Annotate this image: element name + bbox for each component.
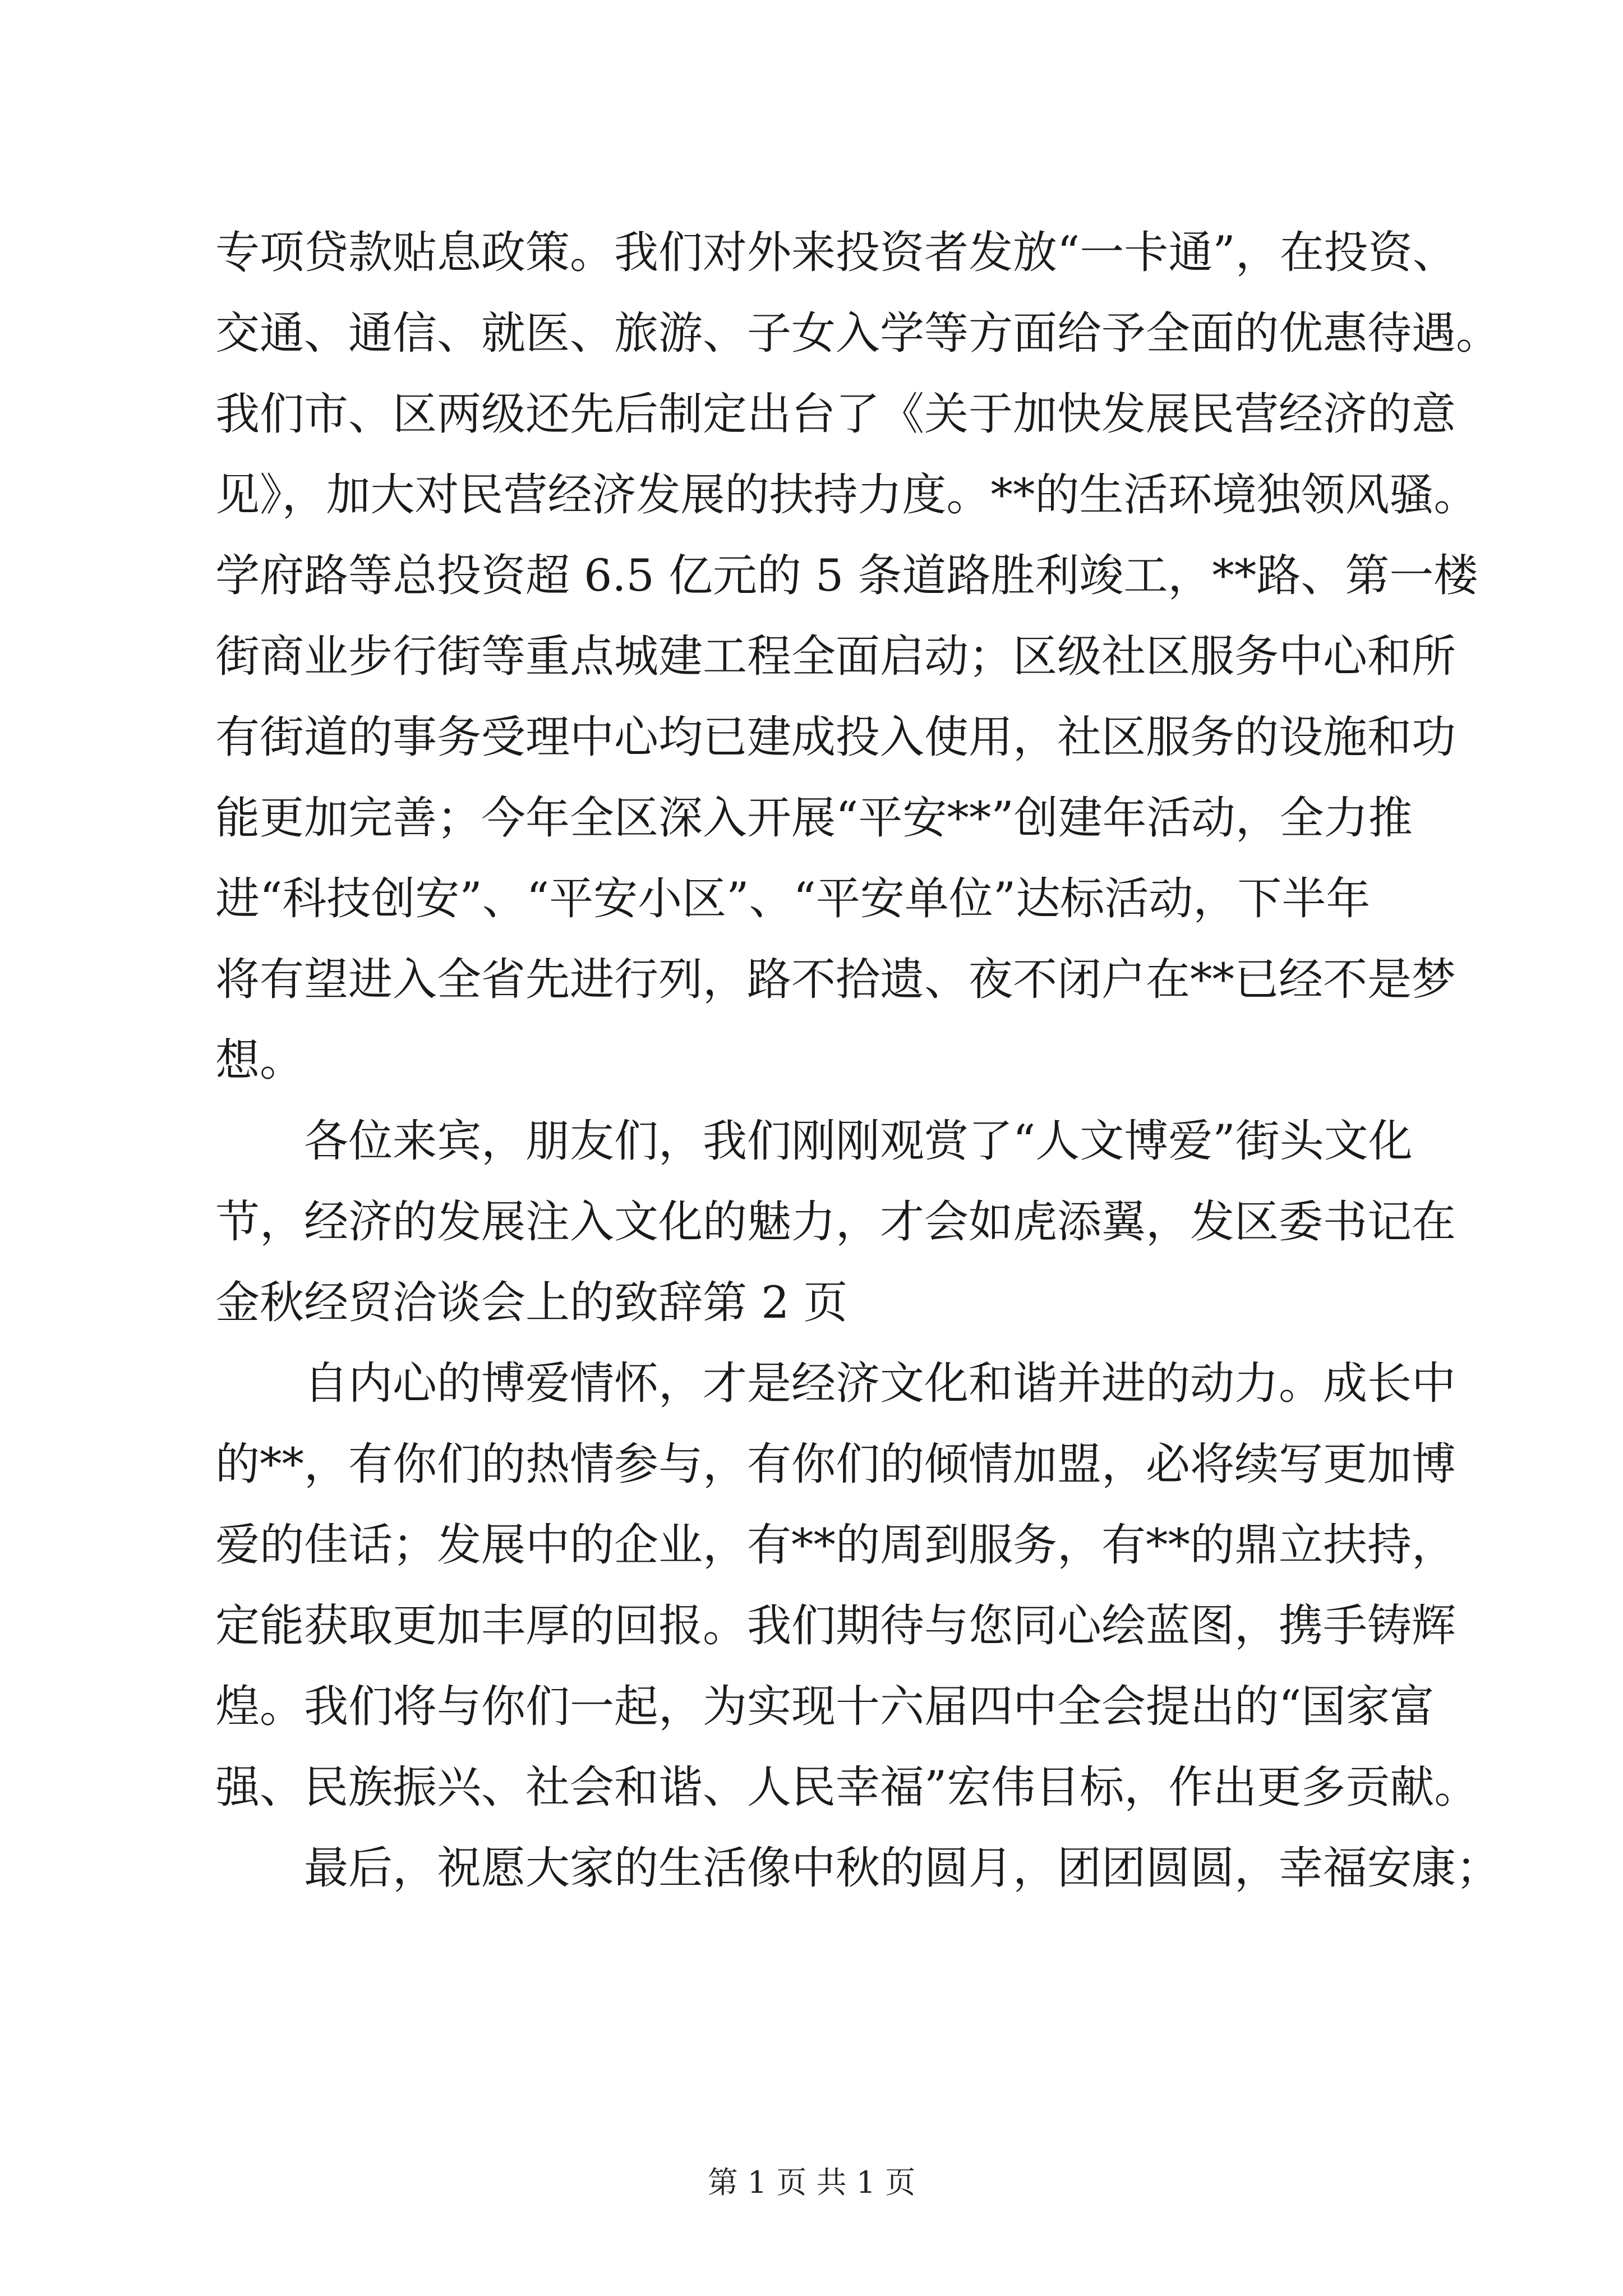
- text-line: 将有望进入全省先进行列，路不拾遗、夜不闭户在**已经不是梦: [215, 954, 1456, 1005]
- text-line: 想。: [215, 1034, 304, 1086]
- text-line: 专项贷款贴息政策。我们对外来投资者发放“一卡通”，在投资、: [215, 227, 1457, 278]
- text-line: 煌。我们将与你们一起，为实现十六届四中全会提出的“国家富: [215, 1681, 1435, 1732]
- text-line: 各位来宾，朋友们，我们刚刚观赏了“人文博爱”街头文化: [215, 1115, 1413, 1167]
- text-line: 见》，加大对民营经济发展的扶持力度。**的生活环境独领风骚。: [215, 469, 1478, 521]
- text-line: 的**，有你们的热情参与，有你们的倾情加盟，必将续写更加博: [215, 1438, 1456, 1490]
- text-line: 强、民族振兴、社会和谐、人民幸福”宏伟目标，作出更多贡献。: [215, 1761, 1479, 1813]
- text-line: 进“科技创安”、“平安小区”、“平安单位”达标活动，下半年: [215, 873, 1371, 924]
- text-line: 街商业步行街等重点城建工程全面启动；区级社区服务中心和所: [215, 631, 1456, 682]
- text-line: 定能获取更加丰厚的回报。我们期待与您同心绘蓝图，携手铸辉: [215, 1600, 1456, 1651]
- text-line: 爱的佳话；发展中的企业，有**的周到服务，有**的鼎立扶持，: [215, 1519, 1456, 1571]
- text-line: 金秋经贸洽谈会上的致辞第 2 页: [215, 1277, 848, 1328]
- text-line: 自内心的博爱情怀，才是经济文化和谐并进的动力。成长中: [215, 1358, 1456, 1409]
- text-line: 最后，祝愿大家的生活像中秋的圆月，团团圆圆，幸福安康；: [215, 1842, 1500, 1894]
- text-line: 能更加完善；今年全区深入开展“平安**”创建年活动，全力推: [215, 792, 1413, 844]
- text-line: 有街道的事务受理中心均已建成投入使用，社区服务的设施和功: [215, 711, 1456, 763]
- text-line: 我们市、区两级还先后制定出台了《关于加快发展民营经济的意: [215, 388, 1456, 440]
- text-line: 交通、通信、就医、旅游、子女入学等方面给予全面的优惠待遇。: [215, 307, 1500, 359]
- page-footer: 第 1 页 共 1 页: [707, 2165, 916, 2200]
- text-line: 节，经济的发展注入文化的魅力，才会如虎添翼，发区委书记在: [215, 1196, 1456, 1248]
- text-line: 学府路等总投资超 6.5 亿元的 5 条道路胜利竣工，**路、第一楼: [215, 550, 1478, 601]
